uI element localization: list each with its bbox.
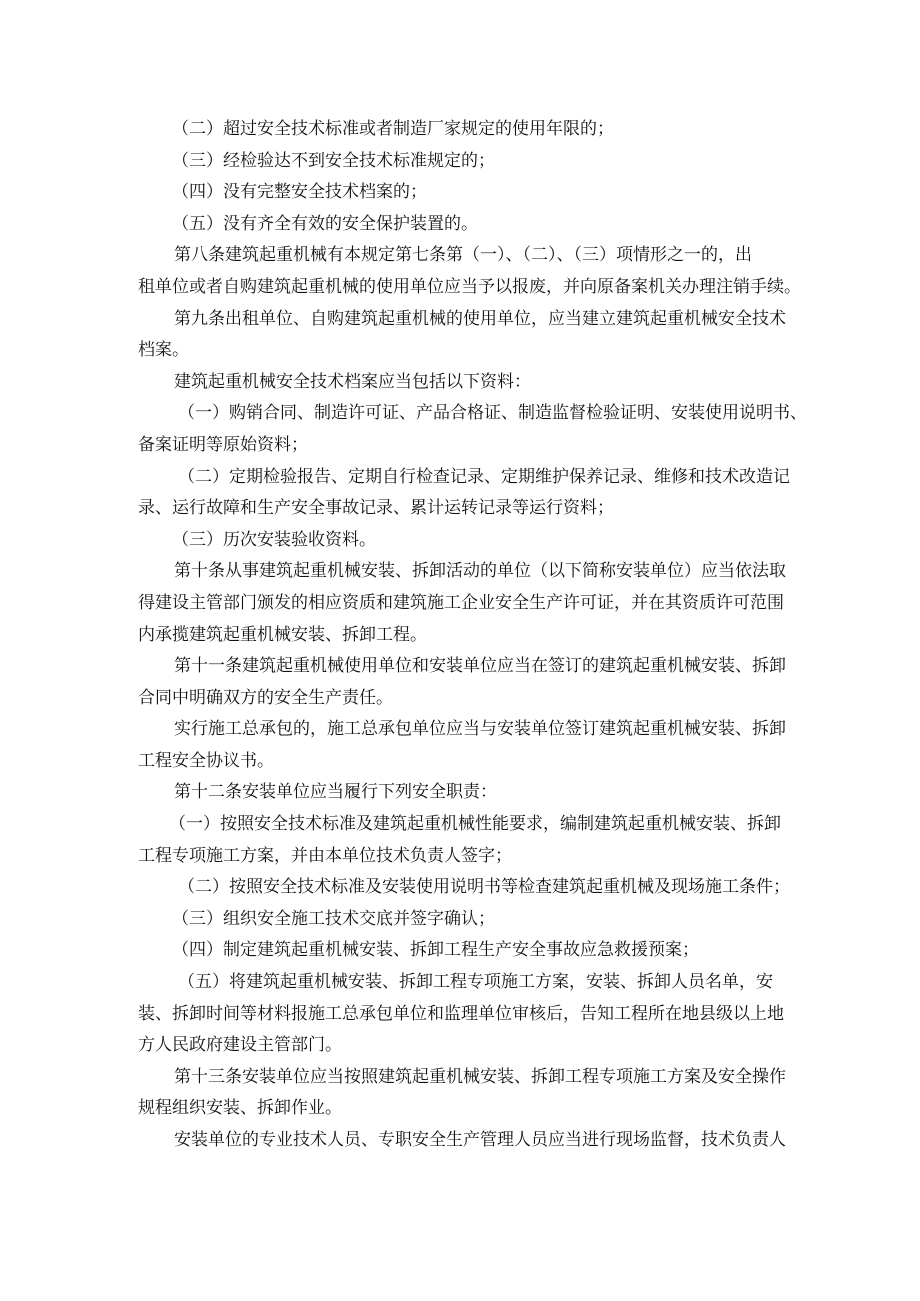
text-line: 第十一条建筑起重机械使用单位和安装单位应当在签订的建筑起重机械安装、拆卸 bbox=[174, 656, 786, 677]
text-line: （一）购销合同、制造许可证、产品合格证、制造监督检验证明、安装使用说明书、 bbox=[178, 403, 807, 424]
text-line: 规程组织安装、拆卸作业。 bbox=[138, 1098, 342, 1119]
paragraph-item-4 bbox=[138, 177, 798, 209]
paragraph-item-5 bbox=[138, 209, 798, 241]
text-line: 装、拆卸时间等材料报施工总承包单位和监理单位审核后，告知工程所在地县级以上地 bbox=[138, 1003, 784, 1024]
duty-item-2 bbox=[138, 872, 798, 904]
archive-intro bbox=[138, 367, 798, 399]
paragraph-item-2 bbox=[138, 114, 798, 146]
text-line: （五）没有齐全有效的安全保护装置的。 bbox=[172, 213, 478, 234]
text-line: （三）历次安装验收资料。 bbox=[172, 529, 376, 550]
article-9 bbox=[138, 304, 798, 367]
text-line: 备案证明等原始资料； bbox=[138, 434, 308, 455]
text-line: （二）按照安全技术标准及安装使用说明书等检查建筑起重机械及现场施工条件； bbox=[178, 877, 790, 898]
supervision-paragraph bbox=[138, 1125, 798, 1157]
archive-item-3 bbox=[138, 525, 798, 557]
text-line: 租单位或者自购建筑起重机械的使用单位应当予以报废，并向原备案机关办理注销手续。 bbox=[138, 276, 801, 297]
text-line: 安装单位的专业技术人员、专职安全生产管理人员应当进行现场监督，技术负责人 bbox=[174, 1130, 786, 1150]
archive-item-1 bbox=[138, 398, 807, 461]
text-line: 第十三条安装单位应当按照建筑起重机械安装、拆卸工程专项施工方案及安全操作 bbox=[174, 1066, 786, 1087]
text-line: 实行施工总承包的，施工总承包单位应当与安装单位签订建筑起重机械安装、拆卸 bbox=[174, 719, 786, 740]
article-8 bbox=[138, 240, 801, 303]
text-line: （三）组织安全施工技术交底并签字确认； bbox=[172, 908, 495, 929]
text-line: 工程专项施工方案，并由本单位技术负责人签字； bbox=[138, 845, 512, 866]
text-line: （五）将建筑起重机械安装、拆卸工程专项施工方案，安装、拆卸人员名单，安 bbox=[178, 972, 773, 993]
article-11 bbox=[138, 651, 798, 714]
article-13 bbox=[138, 1062, 798, 1125]
text-line: 录、运行故障和生产安全事故记录、累计运转记录等运行资料； bbox=[138, 498, 614, 519]
article-10 bbox=[138, 556, 798, 651]
text-line: （一）按照安全技术标准及建筑起重机械性能要求，编制建筑起重机械安装、拆卸 bbox=[169, 814, 781, 835]
text-line: 第八条建筑起重机械有本规定第七条第（一）、（二）、（三）项情形之一的，出 bbox=[174, 245, 752, 266]
text-line: 内承揽建筑起重机械安装、拆卸工程。 bbox=[138, 624, 427, 645]
text-line: （三）经检验达不到安全技术标准规定的； bbox=[172, 150, 495, 171]
text-line: 建筑起重机械安全技术档案应当包括以下资料： bbox=[174, 371, 531, 392]
archive-item-2 bbox=[138, 462, 798, 525]
text-line: 得建设主管部门颁发的相应资质和建筑施工企业安全生产许可证，并在其资质许可范围 bbox=[138, 592, 784, 613]
general-contracting-paragraph bbox=[138, 714, 798, 777]
text-line: 第十二条安装单位应当履行下列安全职责： bbox=[174, 782, 497, 803]
text-line: 合同中明确双方的安全生产责任。 bbox=[138, 687, 393, 708]
text-line: 第十条从事建筑起重机械安装、拆卸活动的单位（以下简称安装单位）应当依法取 bbox=[174, 561, 786, 582]
duty-item-5 bbox=[138, 967, 798, 1062]
paragraph-item-3 bbox=[138, 146, 798, 178]
text-line: （二）定期检验报告、定期自行检查记录、定期维护保养记录、维修和技术改造记 bbox=[178, 466, 790, 487]
text-line: 档案。 bbox=[138, 340, 189, 361]
duty-item-4 bbox=[138, 935, 798, 967]
document-page bbox=[138, 114, 807, 1157]
text-line: 第九条出租单位、自购建筑起重机械的使用单位，应当建立建筑起重机械安全技术 bbox=[174, 308, 786, 329]
text-line: 工程安全协议书。 bbox=[138, 750, 274, 771]
article-12 bbox=[138, 777, 798, 809]
duty-item-3 bbox=[138, 904, 798, 936]
text-line: 方人民政府建设主管部门。 bbox=[138, 1035, 342, 1056]
duty-item-1 bbox=[138, 809, 798, 872]
text-line: （四）制定建筑起重机械安装、拆卸工程生产安全事故应急救援预案； bbox=[172, 940, 699, 961]
text-line: （四）没有完整安全技术档案的； bbox=[172, 182, 427, 203]
text-line: （二）超过安全技术标准或者制造厂家规定的使用年限的； bbox=[172, 119, 614, 139]
